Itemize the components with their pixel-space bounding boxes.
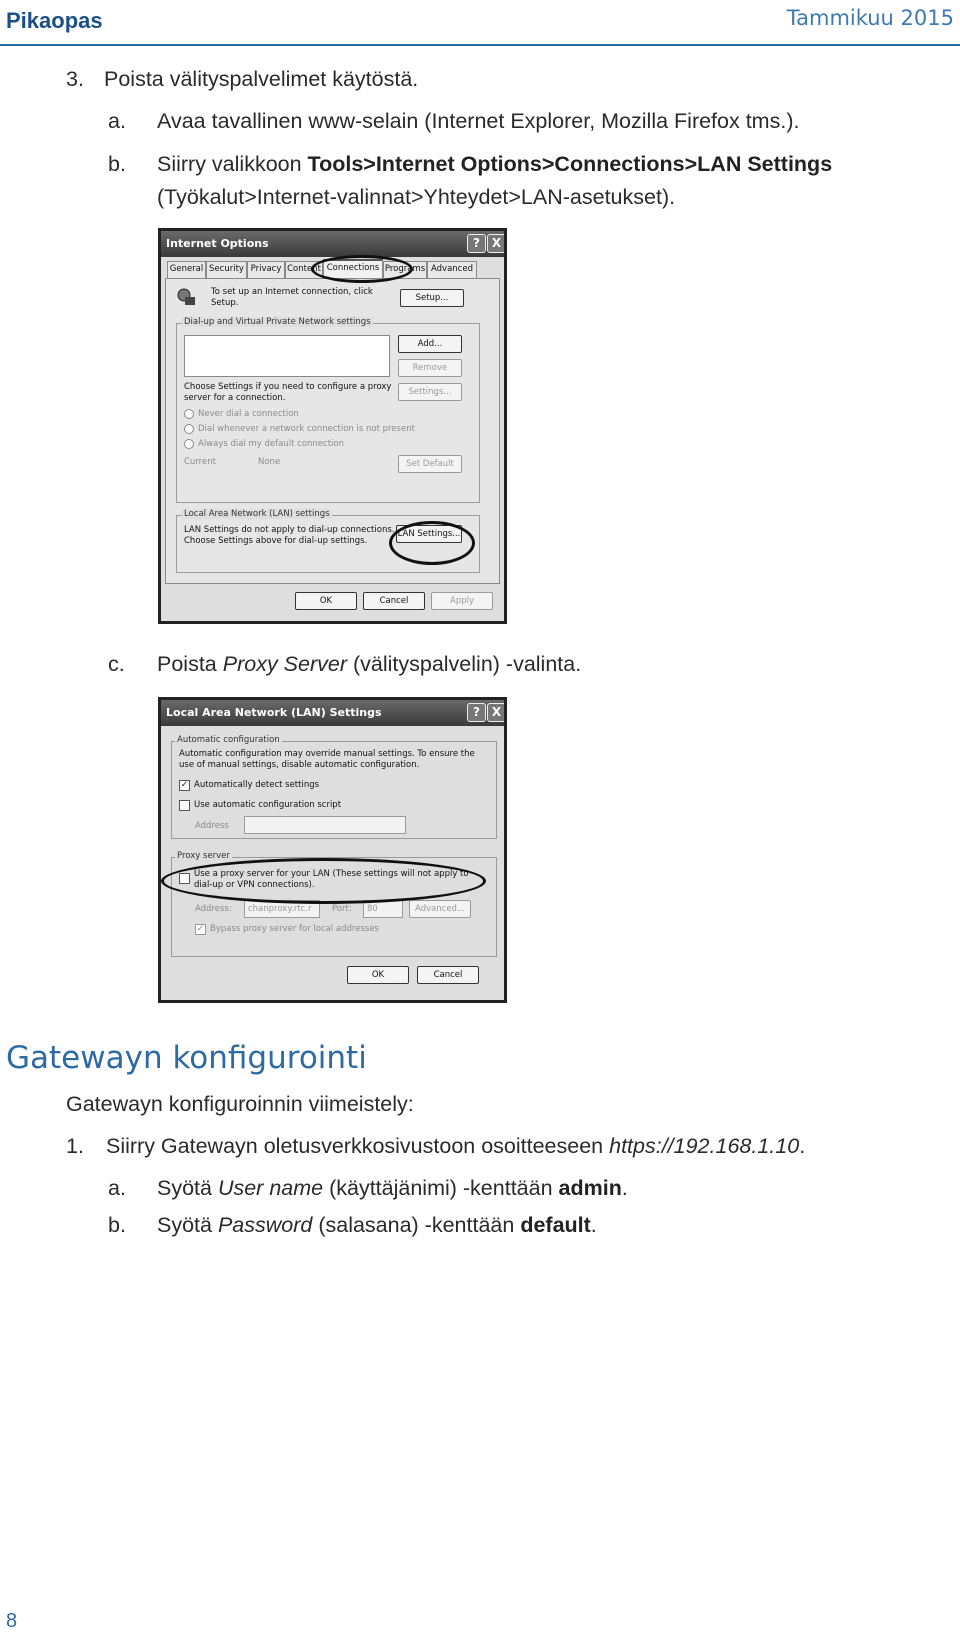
proxy-address-label: Address: xyxy=(195,904,232,914)
tab-content[interactable]: Content xyxy=(285,261,323,278)
auto-detect-checkbox[interactable]: ✓ xyxy=(180,780,189,790)
step-3b-letter: b. xyxy=(108,152,126,176)
step-3-number: 3. xyxy=(66,67,84,91)
choose-text-2: server for a connection. xyxy=(184,393,286,403)
radio-always-dial-label: Always dial my default connection xyxy=(198,439,344,449)
proxy-group-label: Proxy server xyxy=(177,851,230,861)
tab-connections[interactable]: Connections xyxy=(323,259,383,278)
header-title: Pikaopas xyxy=(6,8,103,33)
gw-step-1b-letter: b. xyxy=(108,1213,126,1237)
setup-text-1: To set up an Internet connection, click xyxy=(211,287,373,297)
setup-text-2: Setup. xyxy=(211,298,239,308)
use-proxy-text-1: Use a proxy server for your LAN (These settings will not apply to xyxy=(194,869,469,879)
gw-step-1-number: 1. xyxy=(66,1134,84,1158)
gw-step-1a-letter: a. xyxy=(108,1176,126,1200)
highlight-proxy-server xyxy=(161,858,486,904)
step-3c-letter: c. xyxy=(108,652,125,676)
gw-step-1a-pre: Syötä xyxy=(157,1176,218,1200)
tab-security[interactable]: Security xyxy=(206,261,247,278)
page-number: 8 xyxy=(6,1610,18,1632)
radio-never-dial-label: Never dial a connection xyxy=(198,409,299,419)
current-value: None xyxy=(258,457,281,467)
header-rule xyxy=(0,44,960,46)
header-date: Tammikuu 2015 xyxy=(786,6,954,30)
internet-options-dialog xyxy=(158,228,507,624)
lan-settings-button[interactable]: LAN Settings... xyxy=(396,525,462,543)
step-3b-line2: (Työkalut>Internet-valinnat>Yhteydet>LAN-asetukset). xyxy=(157,185,676,209)
gw-step-1-post: . xyxy=(799,1134,806,1158)
step-3b-menu-path: Tools>Internet Options>Connections>LAN Settings xyxy=(307,152,833,176)
gw-step-1-pre: Siirry Gatewayn oletusverkkosivustoon osoitteeseen xyxy=(106,1134,610,1158)
close-button[interactable]: X xyxy=(487,703,506,722)
gw-step-1b-value: default xyxy=(520,1213,591,1237)
use-proxy-text-2: dial-up or VPN connections). xyxy=(194,880,315,890)
auto-detect-label: Automatically detect settings xyxy=(194,780,320,790)
step-3a-text: Avaa tavallinen www-selain (Internet Explorer, Mozilla Firefox tms.). xyxy=(157,109,800,133)
tab-advanced[interactable]: Advanced xyxy=(427,261,477,278)
radio-never-dial[interactable] xyxy=(184,409,194,419)
gw-step-1b-post: . xyxy=(590,1213,597,1237)
ok-button[interactable]: OK xyxy=(295,592,357,610)
step-3c-post: (välityspalvelin) -valinta. xyxy=(347,652,582,676)
setup-button[interactable]: Setup... xyxy=(400,289,464,307)
dialog2-titlebar: Local Area Network (LAN) Settings xyxy=(161,700,504,726)
radio-always-dial[interactable] xyxy=(184,439,194,449)
gw-step-1-url: https://192.168.1.10 xyxy=(609,1134,800,1158)
lan-text-2: Choose Settings above for dial-up settings. xyxy=(184,536,368,546)
remove-button[interactable]: Remove xyxy=(398,359,462,377)
add-button[interactable]: Add... xyxy=(398,335,462,353)
radio-dial-whenever[interactable] xyxy=(184,424,194,434)
help-button[interactable]: ? xyxy=(467,703,486,722)
script-address-input[interactable] xyxy=(244,816,406,834)
network-globe-icon xyxy=(176,287,196,307)
gw-step-1a-post: . xyxy=(621,1176,628,1200)
close-button[interactable]: X xyxy=(487,234,506,253)
step-3b-pre: Siirry valikkoon xyxy=(157,152,308,176)
step-3c-pre: Poista xyxy=(157,652,223,676)
step-3a-letter: a. xyxy=(108,109,126,133)
radio-dial-whenever-label: Dial whenever a network connection is not present xyxy=(198,424,415,434)
step-3c-proxy-server: Proxy Server xyxy=(222,652,347,676)
page-header xyxy=(0,0,960,46)
section-title: Gatewayn konfigurointi xyxy=(6,1040,367,1076)
gw-step-1-text xyxy=(106,1134,805,1159)
auto-text-2: use of manual settings, disable automatic configuration. xyxy=(179,760,420,770)
settings-button[interactable]: Settings... xyxy=(398,383,462,401)
lan-group-label: Local Area Network (LAN) settings xyxy=(184,509,330,519)
ok-button[interactable]: OK xyxy=(347,966,409,984)
advanced-button[interactable]: Advanced... xyxy=(409,900,471,918)
auto-config-label: Automatic configuration xyxy=(177,735,280,745)
tab-general[interactable]: General xyxy=(167,261,206,278)
highlight-lan-settings xyxy=(389,521,475,565)
proxy-port-input[interactable]: 80 xyxy=(363,900,403,918)
proxy-port-label: Port: xyxy=(332,904,352,914)
gw-step-1b-text xyxy=(157,1213,597,1238)
bypass-label: Bypass proxy server for local addresses xyxy=(210,924,379,934)
step-3b-text xyxy=(157,152,832,177)
highlight-connections-tab xyxy=(311,255,413,283)
apply-button[interactable]: Apply xyxy=(431,592,493,610)
cancel-button[interactable]: Cancel xyxy=(363,592,425,610)
gw-step-1b-pre: Syötä xyxy=(157,1213,218,1237)
gw-step-1a-field: User name xyxy=(217,1176,324,1200)
dialup-group-label: Dial-up and Virtual Private Network settings xyxy=(184,317,371,327)
script-address-label: Address xyxy=(195,821,229,831)
choose-text-1: Choose Settings if you need to configure a proxy xyxy=(184,382,392,392)
gw-step-1a-mid: (käyttäjänimi) -kenttään xyxy=(323,1176,559,1200)
help-button[interactable]: ? xyxy=(467,234,486,253)
current-label: Current xyxy=(184,457,216,467)
cancel-button[interactable]: Cancel xyxy=(417,966,479,984)
step-3-text: Poista välityspalvelimet käytöstä. xyxy=(104,67,419,91)
tab-programs[interactable]: Programs xyxy=(383,261,427,278)
gw-step-1b-mid: (salasana) -kenttään xyxy=(312,1213,521,1237)
step-3c-text xyxy=(157,652,581,677)
set-default-button[interactable]: Set Default xyxy=(398,455,462,473)
gw-step-1a-text xyxy=(157,1176,628,1201)
proxy-address-input[interactable]: chanproxy.rtc.r xyxy=(244,900,320,918)
gw-step-1a-value: admin xyxy=(558,1176,622,1200)
bypass-checkbox[interactable]: ✓ xyxy=(196,924,205,934)
dialog-titlebar: Internet Options xyxy=(161,231,504,257)
gw-step-1b-field: Password xyxy=(217,1213,313,1237)
auto-text-1: Automatic configuration may override manual settings. To ensure the xyxy=(179,749,475,759)
tab-privacy[interactable]: Privacy xyxy=(247,261,285,278)
lan-text-1: LAN Settings do not apply to dial-up connections. xyxy=(184,525,395,535)
auto-script-label: Use automatic configuration script xyxy=(194,800,342,810)
auto-script-checkbox[interactable] xyxy=(179,800,190,811)
lan-settings-dialog xyxy=(158,697,507,1003)
connections-list[interactable] xyxy=(184,335,390,377)
section-intro: Gatewayn konfiguroinnin viimeistely: xyxy=(66,1092,414,1116)
